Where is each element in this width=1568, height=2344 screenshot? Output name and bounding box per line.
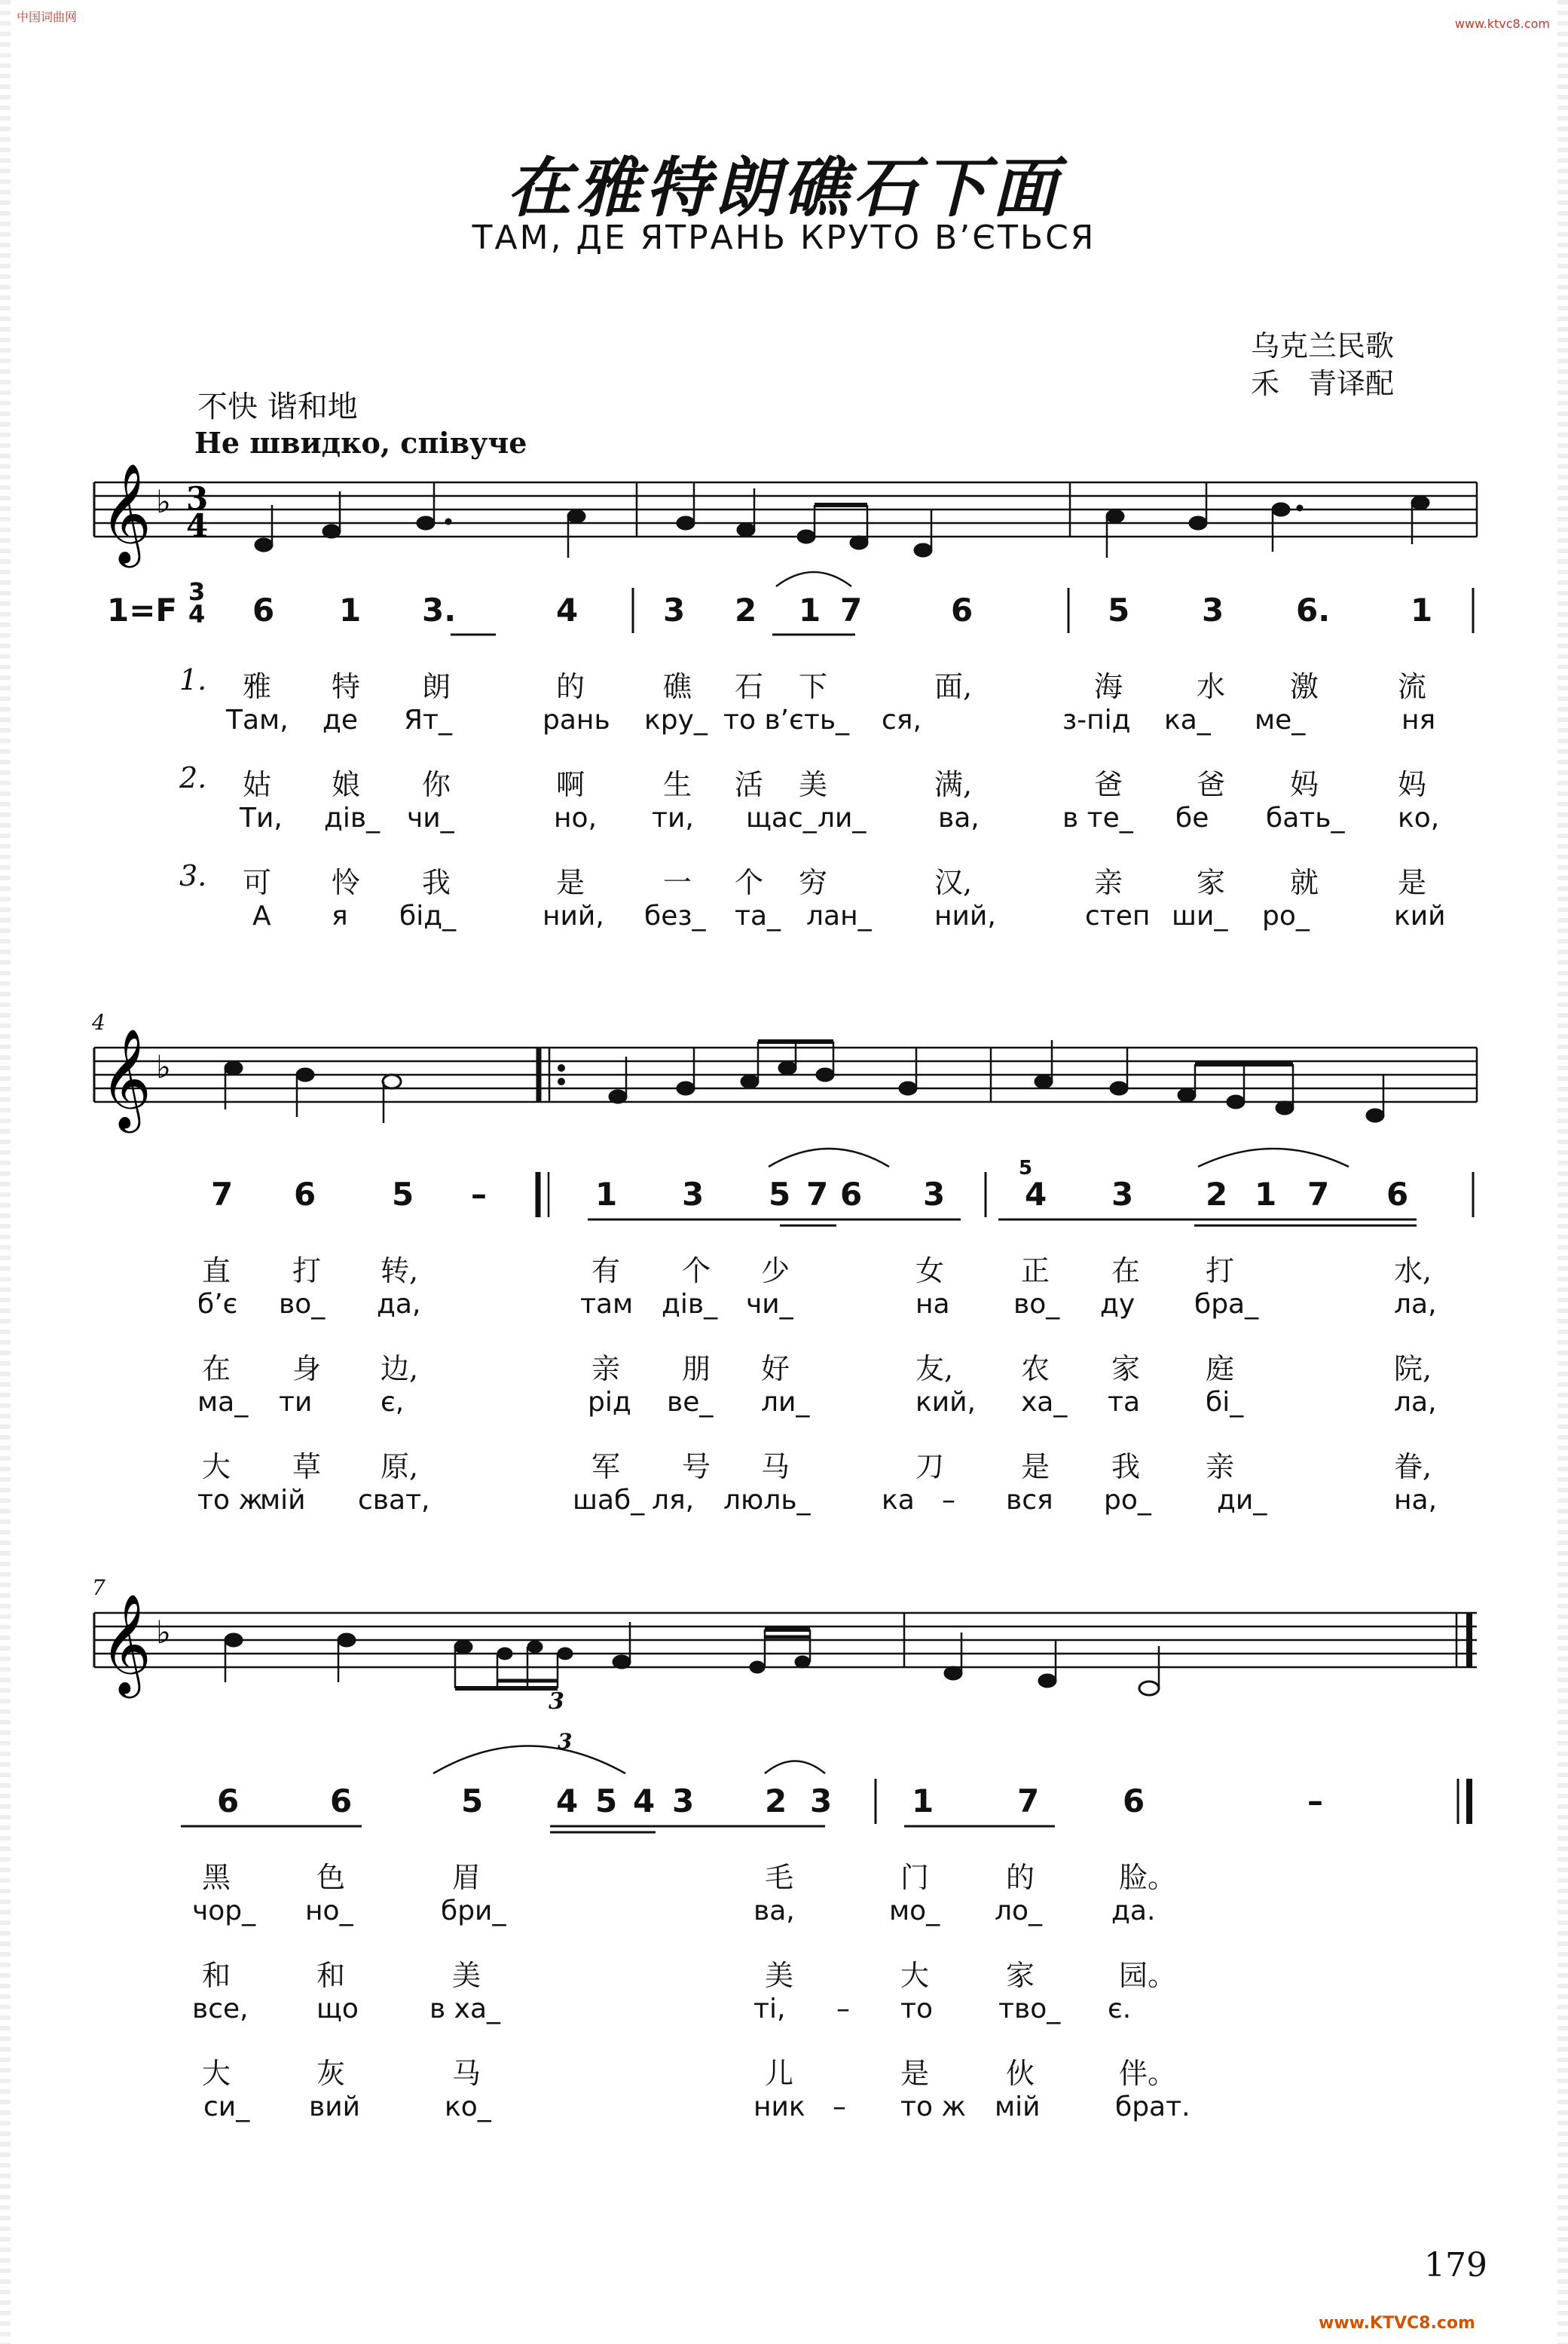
- lyric-syllable: 正: [1021, 1254, 1050, 1287]
- lyric-syllable: все,: [192, 1994, 249, 2024]
- triplet-mark-staff: 3: [549, 1688, 564, 1715]
- lyric-syllable: 是: [900, 2057, 930, 2090]
- lyric-syllable: кий,: [915, 1387, 976, 1418]
- lyric-syllable: 灰: [316, 2057, 346, 2090]
- lyric-syllable: 色: [316, 1861, 346, 1894]
- jianpu-note: 3: [682, 1176, 705, 1213]
- jianpu-note: 5: [1108, 592, 1130, 629]
- lyric-syllable: 我: [422, 866, 451, 899]
- jianpu-note: 1: [912, 1782, 934, 1819]
- lyric-syllable: брат.: [1115, 2092, 1191, 2122]
- lyric-syllable: кий: [1394, 901, 1446, 932]
- lyric-syllable: 刀: [915, 1450, 945, 1483]
- lyric-syllable: 美: [799, 768, 828, 801]
- lyric-syllable: ти,: [652, 803, 694, 834]
- lyric-syllable: 你: [422, 768, 451, 801]
- lyric-syllable: Там,: [226, 705, 289, 736]
- tempo-chinese: 不快 谐和地: [197, 390, 358, 424]
- lyric-syllable: 马: [761, 1450, 790, 1483]
- lyric-syllable: бе: [1175, 803, 1209, 834]
- site-label-right: www.ktvc8.com: [1454, 17, 1550, 31]
- staff-system-1: [94, 463, 1477, 568]
- time-sig-bottom: 4: [188, 600, 206, 629]
- lyric-syllable: ма_: [197, 1387, 249, 1418]
- lyric-syllable: кру_: [644, 705, 708, 736]
- lyric-syllable: 有: [591, 1254, 621, 1287]
- jianpu-note: 6: [951, 592, 974, 629]
- key-signature-label: 1=F: [107, 592, 178, 629]
- lyric-syllable: рань: [543, 705, 610, 736]
- lyric-syllable: чи_: [746, 1289, 793, 1320]
- lyric-syllable: 家: [1197, 866, 1226, 899]
- lyric-syllable: ди_: [1217, 1485, 1267, 1516]
- lyric-syllable: 脸。: [1119, 1861, 1177, 1894]
- lyric-syllable: ся,: [882, 705, 922, 736]
- jianpu-note: 2: [735, 592, 757, 629]
- lyric-syllable: –: [833, 2092, 846, 2122]
- lyric-syllable: ті,: [753, 1994, 786, 2024]
- lyric-syllable: 家: [1006, 1959, 1035, 1992]
- lyric-syllable: 爸: [1197, 768, 1226, 801]
- lyric-syllable: там: [580, 1289, 634, 1320]
- measure-number-7: 7: [92, 1575, 105, 1600]
- lyric-syllable: 庭: [1206, 1352, 1235, 1385]
- lyric-syllable: 大: [202, 2057, 231, 2090]
- lyric-syllable: 妈: [1398, 768, 1427, 801]
- svg-text:4: 4: [186, 507, 209, 544]
- lyric-syllable: де: [322, 705, 359, 736]
- title-ukrainian: ТАМ, ДЕ ЯТРАНЬ КРУТО В’ЄТЬСЯ: [472, 219, 1096, 257]
- lyric-syllable: вий: [309, 2092, 361, 2122]
- jianpu-note: 1: [1255, 1176, 1277, 1213]
- jianpu-note: 6: [294, 1176, 316, 1213]
- triplet-mark-jianpu: 3: [558, 1729, 573, 1754]
- lyric-syllable: ля,: [652, 1485, 695, 1516]
- lyric-syllable: 原,: [381, 1450, 419, 1483]
- lyric-syllable: ник: [753, 2092, 805, 2122]
- lyric-syllable: без_: [644, 901, 706, 932]
- lyric-syllable: 在: [202, 1352, 231, 1385]
- lyric-syllable: 面,: [934, 670, 973, 703]
- jianpu-note: 3.: [422, 592, 457, 629]
- lyric-syllable: мій: [995, 2092, 1041, 2122]
- lyric-syllable: 朗: [422, 670, 451, 703]
- time-sig-top: 3: [188, 577, 206, 606]
- lyric-syllable: А: [252, 901, 271, 932]
- svg-text:♭: ♭: [156, 483, 171, 520]
- jianpu-note: 7: [211, 1176, 234, 1213]
- lyric-syllable: 儿: [765, 2057, 794, 2090]
- lyric-syllable: ва,: [753, 1896, 795, 1926]
- jianpu-note: 2: [765, 1782, 787, 1819]
- jianpu-note: 6: [217, 1782, 240, 1819]
- lyric-syllable: 伙: [1006, 2057, 1035, 2090]
- lyric-syllable: з-під: [1062, 705, 1131, 736]
- lyric-syllable: 一: [663, 866, 692, 899]
- lyric-syllable: на,: [1394, 1485, 1438, 1516]
- lyric-syllable: си_: [203, 2092, 250, 2122]
- lyric-syllable: 石: [735, 670, 764, 703]
- lyric-syllable: 姑: [243, 768, 272, 801]
- lyric-syllable: 妈: [1290, 768, 1319, 801]
- jianpu-note: 1: [595, 1176, 618, 1213]
- lyric-syllable: 门: [900, 1861, 930, 1894]
- lyric-syllable: ду: [1100, 1289, 1136, 1320]
- lyric-syllable: 和: [316, 1959, 346, 1992]
- lyric-syllable: 3.: [179, 859, 207, 892]
- lyric-syllable: 穷: [799, 866, 828, 899]
- jianpu-note: 3: [1111, 1176, 1134, 1213]
- jianpu-note: –: [1307, 1782, 1323, 1819]
- lyric-syllable: 2.: [179, 761, 207, 794]
- svg-text:♭: ♭: [156, 1048, 171, 1085]
- lyric-syllable: 号: [682, 1450, 711, 1483]
- svg-text:𝄞: 𝄞: [100, 463, 151, 564]
- lyric-syllable: ня: [1401, 705, 1436, 736]
- lyric-syllable: ва,: [938, 803, 980, 834]
- lyric-syllable: б’є: [197, 1289, 238, 1320]
- lyric-syllable: 海: [1094, 670, 1123, 703]
- lyric-syllable: ка_: [1164, 705, 1211, 736]
- lyric-syllable: що: [316, 1994, 359, 2024]
- lyric-syllable: чор_: [192, 1896, 256, 1926]
- jianpu-note: 6: [330, 1782, 353, 1819]
- lyric-syllable: 眷,: [1394, 1450, 1432, 1483]
- lyric-syllable: 园。: [1119, 1959, 1177, 1992]
- site-label-left: 中国词曲网: [17, 10, 78, 24]
- lyric-syllable: то ж: [900, 2092, 966, 2122]
- jianpu-note: 4: [633, 1782, 656, 1819]
- jianpu-note: 4: [556, 1782, 579, 1819]
- lyric-syllable: –: [836, 1994, 850, 2024]
- lyric-syllable: сват,: [358, 1485, 430, 1516]
- jianpu-note: 7: [840, 592, 863, 629]
- lyric-syllable: ро_: [1104, 1485, 1151, 1516]
- tempo-ukrainian: Не швидко, співуче: [194, 426, 527, 460]
- lyric-syllable: чи_: [407, 803, 454, 834]
- jianpu-note: 6: [1123, 1782, 1145, 1819]
- lyric-syllable: 农: [1021, 1352, 1050, 1385]
- lyric-syllable: 水: [1197, 670, 1226, 703]
- lyric-syllable: 边,: [381, 1352, 419, 1385]
- jianpu-note: –: [471, 1176, 487, 1213]
- lyric-syllable: 的: [1006, 1861, 1035, 1894]
- staff-system-3: [94, 1593, 1477, 1698]
- lyric-syllable: 是: [1021, 1450, 1050, 1483]
- jianpu-time-signature: [188, 577, 206, 629]
- lyric-syllable: 院,: [1394, 1352, 1432, 1385]
- lyric-syllable: дів_: [662, 1289, 718, 1320]
- lyric-syllable: 家: [1111, 1352, 1141, 1385]
- lyric-syllable: 亲: [1206, 1450, 1235, 1483]
- lyric-syllable: Ти,: [240, 803, 283, 834]
- lyric-syllable: 亲: [1094, 866, 1123, 899]
- jianpu-note: 1: [339, 592, 362, 629]
- lyric-syllable: бід_: [399, 901, 457, 932]
- lyric-syllable: на: [915, 1289, 950, 1320]
- lyric-syllable: 的: [556, 670, 585, 703]
- watermark: www.KTVC8.com: [1319, 2314, 1475, 2333]
- lyric-syllable: я: [332, 901, 348, 932]
- lyric-syllable: ме_: [1255, 705, 1306, 736]
- lyric-syllable: 雅: [243, 670, 272, 703]
- lyric-syllable: 流: [1398, 670, 1427, 703]
- lyric-syllable: 军: [591, 1450, 621, 1483]
- svg-text:𝄞: 𝄞: [100, 1028, 151, 1129]
- lyric-syllable: ши_: [1172, 901, 1228, 932]
- jianpu-note: 7: [1307, 1176, 1330, 1213]
- lyric-syllable: 友,: [915, 1352, 954, 1385]
- jianpu-note: 1: [1411, 592, 1433, 629]
- lyric-syllable: 打: [1206, 1254, 1235, 1287]
- lyric-syllable: да,: [377, 1289, 421, 1320]
- lyric-syllable: 好: [761, 1352, 790, 1385]
- jianpu-note: 7: [1017, 1782, 1040, 1819]
- lyric-syllable: ли_: [818, 803, 867, 834]
- jianpu-note: 5: [595, 1782, 618, 1819]
- lyric-syllable: 朋: [682, 1352, 711, 1385]
- lyric-syllable: 特: [332, 670, 361, 703]
- lyric-syllable: но,: [554, 803, 598, 834]
- lyric-syllable: тво_: [998, 1994, 1061, 2024]
- lyric-syllable: ко_: [445, 2092, 491, 2122]
- lyric-syllable: 女: [915, 1254, 945, 1287]
- jianpu-note: 4: [556, 592, 579, 629]
- lyric-syllable: ти: [279, 1387, 313, 1418]
- lyric-syllable: щас_: [746, 803, 817, 834]
- lyric-syllable: –: [942, 1485, 955, 1516]
- lyric-syllable: 转,: [381, 1254, 419, 1287]
- lyric-syllable: мій: [260, 1485, 306, 1516]
- lyric-syllable: ка: [882, 1485, 915, 1516]
- lyric-syllable: в те_: [1062, 803, 1133, 834]
- lyric-syllable: ха_: [1021, 1387, 1068, 1418]
- lyric-syllable: 个: [682, 1254, 711, 1287]
- lyric-syllable: 是: [1398, 866, 1427, 899]
- lyric-syllable: 大: [202, 1450, 231, 1483]
- lyric-syllable: 个: [735, 866, 764, 899]
- lyric-syllable: ний,: [543, 901, 604, 932]
- lyric-syllable: 身: [292, 1352, 322, 1385]
- lyric-syllable: но_: [305, 1896, 353, 1926]
- jianpu-note: 3: [810, 1782, 833, 1819]
- jianpu-note: 3: [663, 592, 686, 629]
- lyric-syllable: 伴。: [1119, 2057, 1177, 2090]
- lyric-syllable: 少: [761, 1254, 790, 1287]
- credit-origin: 乌克兰民歌: [1251, 329, 1395, 363]
- lyric-syllable: Ят_: [404, 705, 452, 736]
- lyric-syllable: 打: [292, 1254, 322, 1287]
- lyric-syllable: 礁: [663, 670, 692, 703]
- lyric-syllable: во_: [279, 1289, 326, 1320]
- lyric-syllable: бра_: [1194, 1289, 1259, 1320]
- lyric-syllable: ро_: [1262, 901, 1310, 932]
- lyric-syllable: ний,: [934, 901, 996, 932]
- jianpu-note: 5: [392, 1176, 414, 1213]
- lyric-syllable: 啊: [556, 768, 585, 801]
- lyric-syllable: 和: [202, 1959, 231, 1992]
- page-number: 179: [1424, 2246, 1487, 2284]
- lyric-syllable: 激: [1290, 670, 1319, 703]
- lyric-syllable: 生: [663, 768, 692, 801]
- lyric-syllable: 在: [1111, 1254, 1141, 1287]
- lyric-syllable: вся: [1006, 1485, 1053, 1516]
- lyric-syllable: ко,: [1398, 803, 1440, 834]
- lyric-syllable: да.: [1111, 1896, 1156, 1926]
- lyric-syllable: рід: [588, 1387, 631, 1418]
- lyric-syllable: бри_: [441, 1896, 506, 1926]
- lyric-syllable: 美: [765, 1959, 794, 1992]
- lyric-syllable: 直: [202, 1254, 231, 1287]
- jianpu-note: 3: [1202, 592, 1224, 629]
- lyric-syllable: 怜: [332, 866, 361, 899]
- lyric-syllable: лан_: [806, 901, 872, 932]
- credit-translator: 禾 青译配: [1251, 367, 1395, 400]
- lyric-syllable: дів_: [324, 803, 381, 834]
- lyric-syllable: 下: [799, 670, 828, 703]
- lyric-syllable: то: [900, 1994, 933, 2024]
- lyric-syllable: ве_: [667, 1387, 714, 1418]
- jianpu-note: 3: [923, 1176, 946, 1213]
- jianpu-note: 2: [1206, 1176, 1228, 1213]
- svg-text:♭: ♭: [156, 1614, 171, 1651]
- jianpu-note: 6: [252, 592, 275, 629]
- measure-number-4: 4: [92, 1010, 105, 1035]
- lyric-syllable: бі_: [1206, 1387, 1244, 1418]
- jianpu-note: 7: [806, 1176, 829, 1213]
- lyric-syllable: 汉,: [934, 866, 973, 899]
- lyric-syllable: 马: [452, 2057, 481, 2090]
- lyric-syllable: 爸: [1094, 768, 1123, 801]
- lyric-syllable: бать_: [1266, 803, 1345, 834]
- lyric-syllable: та: [1108, 1387, 1141, 1418]
- jianpu-note: 5: [769, 1176, 791, 1213]
- lyric-syllable: 我: [1111, 1450, 1141, 1483]
- lyric-syllable: 黑: [202, 1861, 231, 1894]
- jianpu-note: 1: [799, 592, 821, 629]
- lyric-syllable: в ха_: [429, 1994, 501, 2024]
- lyric-syllable: степ: [1085, 901, 1151, 932]
- lyric-syllable: ла,: [1394, 1289, 1437, 1320]
- jianpu-note: 6: [840, 1176, 863, 1213]
- lyric-syllable: та_: [735, 901, 781, 932]
- lyric-syllable: 眉: [452, 1861, 481, 1894]
- jianpu-note: 4: [1025, 1176, 1047, 1213]
- lyric-syllable: шаб_: [573, 1485, 645, 1516]
- lyric-syllable: 大: [900, 1959, 930, 1992]
- jianpu-note: 5: [461, 1782, 484, 1819]
- lyric-syllable: 是: [556, 866, 585, 899]
- jianpu-note: 3: [672, 1782, 695, 1819]
- lyric-syllable: то ж: [197, 1485, 263, 1516]
- title-chinese: 在雅特朗礁石下面: [506, 150, 1062, 226]
- lyric-syllable: во_: [1013, 1289, 1060, 1320]
- lyric-syllable: 水,: [1394, 1254, 1432, 1287]
- lyric-syllable: 满,: [934, 768, 973, 801]
- lyric-syllable: 毛: [765, 1861, 794, 1894]
- lyric-syllable: ли_: [761, 1387, 810, 1418]
- lyric-syllable: 1.: [179, 663, 207, 696]
- svg-text:3: 3: [186, 480, 209, 517]
- jianpu-note: 6.: [1296, 592, 1331, 629]
- lyric-syllable: 活: [735, 768, 764, 801]
- lyric-syllable: ло_: [995, 1896, 1043, 1926]
- grace-note: 5: [1019, 1157, 1033, 1180]
- lyric-syllable: є.: [1108, 1994, 1132, 2024]
- staff-system-2: [94, 1028, 1477, 1133]
- lyric-syllable: мо_: [889, 1896, 940, 1926]
- lyric-syllable: 亲: [591, 1352, 621, 1385]
- lyric-syllable: 就: [1290, 866, 1319, 899]
- lyric-syllable: ла,: [1394, 1387, 1437, 1418]
- lyric-syllable: 美: [452, 1959, 481, 1992]
- lyric-syllable: 可: [243, 866, 272, 899]
- svg-text:𝄞: 𝄞: [100, 1593, 151, 1694]
- lyric-syllable: 娘: [332, 768, 361, 801]
- lyric-syllable: 草: [292, 1450, 322, 1483]
- lyric-syllable: люль_: [723, 1485, 811, 1516]
- lyric-syllable: то в’єть_: [723, 705, 850, 736]
- jianpu-note: 6: [1386, 1176, 1409, 1213]
- lyric-syllable: є,: [381, 1387, 405, 1418]
